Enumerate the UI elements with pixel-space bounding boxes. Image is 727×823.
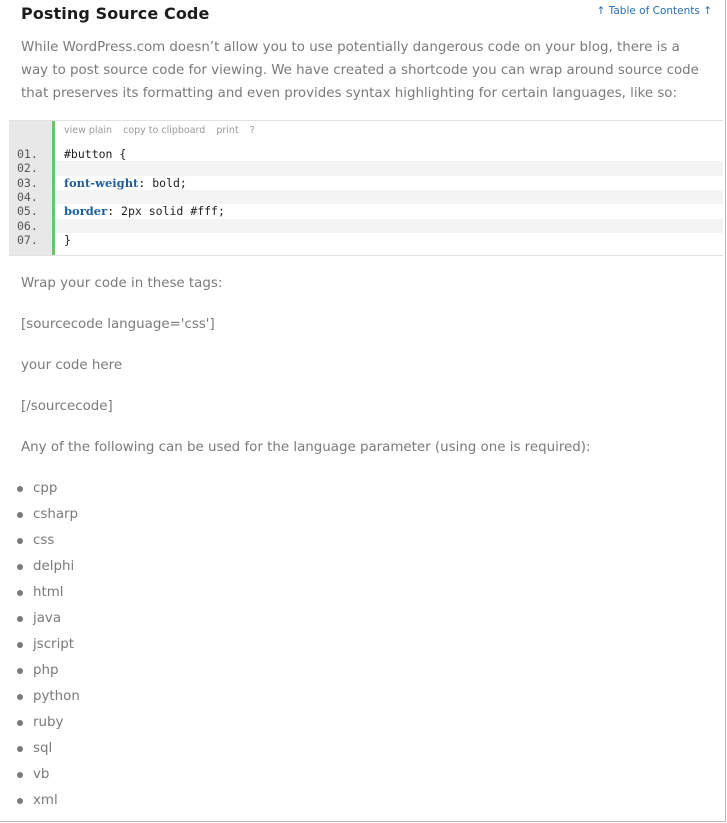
- view-plain-link[interactable]: view plain: [64, 125, 113, 136]
- bullet-icon: [17, 694, 23, 700]
- code-line: [9, 176, 723, 190]
- line-number: 07.: [17, 232, 38, 247]
- wrap-instruction: Wrap your code in these tags:: [21, 276, 223, 291]
- code-text: : 2px solid #fff;: [107, 204, 225, 219]
- bullet-icon: [17, 512, 23, 518]
- code-line: [9, 147, 723, 161]
- bullet-icon: [17, 616, 23, 622]
- css-property: font-weight: [64, 175, 139, 190]
- css-property: border: [64, 204, 108, 219]
- table-of-contents-link[interactable]: ↑ Table of Contents ↑: [596, 5, 712, 17]
- bullet-icon: [17, 772, 23, 778]
- code-text: : bold;: [138, 175, 187, 190]
- code-line: [9, 204, 723, 218]
- bullet-icon: [17, 798, 23, 804]
- bullet-icon: [17, 486, 23, 492]
- code-block: [9, 120, 723, 256]
- bullet-icon: [17, 564, 23, 570]
- code-toolbar: [64, 125, 263, 136]
- copy-to-clipboard-link[interactable]: copy to clipboard: [123, 125, 206, 136]
- intro-paragraph: While WordPress.com doesn’t allow you to use potentially dangerous code on your blog, there is a way to post source code for viewing. We have created a shortcode you can wrap around source code that preserves its formatting and even provides syntax highlighting for certain languages, like so:: [21, 40, 699, 101]
- code-line: [9, 161, 723, 175]
- code-placeholder-example: your code here: [21, 358, 123, 373]
- code-text: }: [64, 232, 71, 247]
- line-number: 03.: [17, 175, 38, 190]
- bullet-icon: [17, 720, 23, 726]
- code-line: [9, 233, 723, 247]
- close-tag-example: [/sourcecode]: [21, 399, 113, 414]
- help-link[interactable]: ?: [249, 125, 255, 136]
- line-number: 02.: [17, 161, 38, 176]
- code-text: #button {: [64, 147, 127, 161]
- bullet-icon: [17, 538, 23, 544]
- line-number: 01.: [17, 147, 38, 161]
- bullet-icon: [17, 642, 23, 648]
- line-number: 05.: [17, 204, 38, 219]
- code-line: [9, 190, 723, 204]
- code-line: [9, 219, 723, 233]
- section-title: Posting Source Code: [21, 4, 210, 23]
- bullet-icon: [17, 746, 23, 752]
- bullet-icon: [17, 668, 23, 674]
- print-link[interactable]: print: [216, 125, 239, 136]
- line-number: 06.: [17, 218, 38, 233]
- line-number: 04.: [17, 189, 38, 204]
- open-tag-example: [sourcecode language='css']: [21, 317, 215, 332]
- bullet-icon: [17, 590, 23, 596]
- languages-intro: Any of the following can be used for the language parameter (using one is required):: [21, 440, 591, 455]
